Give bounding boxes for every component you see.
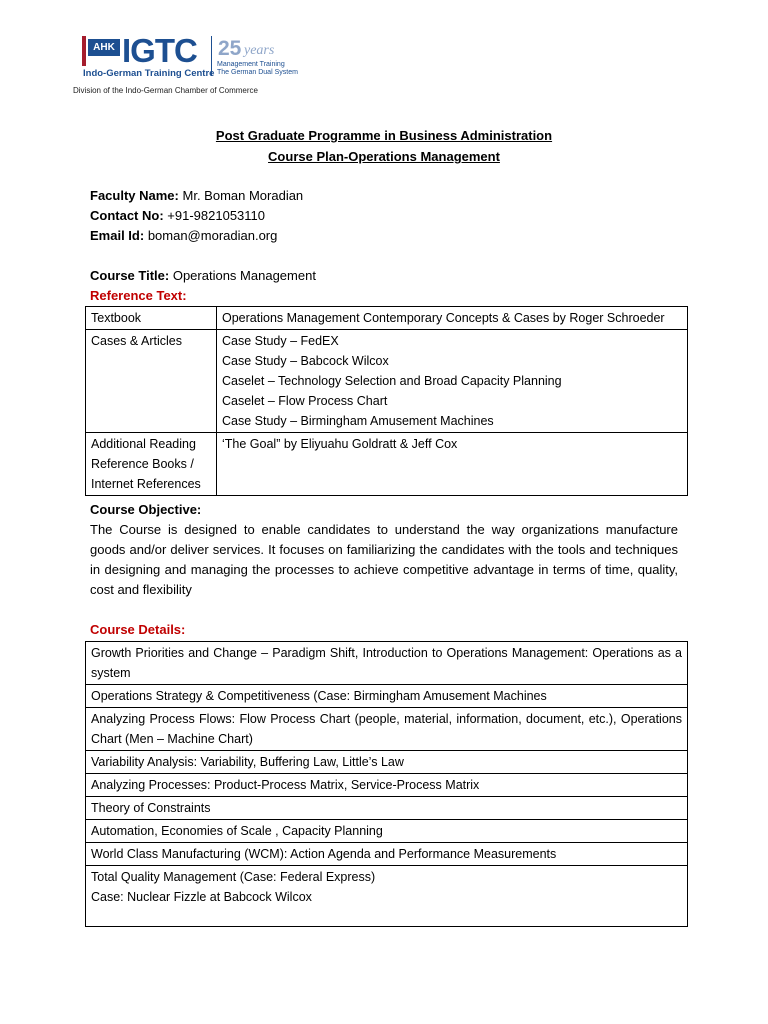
table-row xyxy=(86,642,688,685)
reference-table xyxy=(85,306,688,496)
logo-tagline-1: Management Training xyxy=(217,61,285,68)
detail-row-line: Case: Nuclear Fizzle at Babcock Wilcox xyxy=(91,890,312,904)
detail-row-line: Total Quality Management (Case: Federal Express) xyxy=(91,870,376,884)
email-id xyxy=(90,228,277,243)
additional-label-line: Additional Reading xyxy=(91,437,196,451)
course-title xyxy=(90,268,316,283)
logo-25: 25 xyxy=(218,37,242,60)
case-item: Case Study – Birmingham Amusement Machines xyxy=(222,414,494,428)
course-objective-text: The Course is designed to enable candidates to understand the way organizations manufacture goods and/or deliver services. It focuses on familiarizing the candidates with the tools and techniques in designing and managing the processes to achieve competitive advantage in terms of time, quality, cost and flexibility xyxy=(90,522,678,597)
additional-reading-label xyxy=(86,433,217,496)
logo-years: years xyxy=(244,43,275,58)
detail-row: Theory of Constraints xyxy=(86,797,688,820)
programme-title: Post Graduate Programme in Business Administration xyxy=(215,128,553,143)
case-item: Caselet – Technology Selection and Broad Capacity Planning xyxy=(222,374,562,388)
course-details-table xyxy=(85,641,688,927)
contact-label: Contact No: xyxy=(90,208,164,223)
table-row xyxy=(86,685,688,708)
case-item: Case Study – FedEX xyxy=(222,334,339,348)
logo-igtc: IGTC xyxy=(122,32,197,69)
faculty-name-value: Mr. Boman Moradian xyxy=(182,188,304,203)
detail-row-last xyxy=(86,866,688,927)
detail-row: Analyzing Process Flows: Flow Process Chart (people, material, information, document, etc.), Operations Chart (Men – Machine Chart) xyxy=(86,708,688,751)
table-row xyxy=(86,866,688,927)
contact-number xyxy=(90,208,265,223)
cases-list xyxy=(217,330,688,433)
contact-value: +91-9821053110 xyxy=(167,208,266,223)
table-row xyxy=(86,751,688,774)
detail-row: Variability Analysis: Variability, Buffering Law, Little’s Law xyxy=(86,751,688,774)
email-value: boman@moradian.org xyxy=(147,228,278,243)
case-item: Caselet – Flow Process Chart xyxy=(222,394,388,408)
table-row xyxy=(86,843,688,866)
logo-ahk: AHK xyxy=(88,39,120,56)
course-plan-title: Course Plan-Operations Management xyxy=(268,149,500,164)
detail-row: World Class Manufacturing (WCM): Action Agenda and Performance Measurements xyxy=(86,843,688,866)
detail-row: Analyzing Processes: Product-Process Matrix, Service-Process Matrix xyxy=(86,774,688,797)
igtc-logo xyxy=(73,32,298,98)
course-objective-heading: Course Objective: xyxy=(90,502,202,517)
logo-division: Division of the Indo-German Chamber of Commerce xyxy=(73,86,258,95)
table-row xyxy=(86,774,688,797)
logo-tagline-2: The German Dual System xyxy=(217,69,298,76)
table-row xyxy=(86,330,688,433)
email-label: Email Id: xyxy=(90,228,145,243)
detail-row: Operations Strategy & Competitiveness (Case: Birmingham Amusement Machines xyxy=(86,685,688,708)
reference-text-heading: Reference Text: xyxy=(90,288,187,303)
course-title-value: Operations Management xyxy=(172,268,316,283)
detail-row: Growth Priorities and Change – Paradigm Shift, Introduction to Operations Management: Operations as a system xyxy=(86,642,688,685)
table-row xyxy=(86,820,688,843)
course-title-label: Course Title: xyxy=(90,268,170,283)
cases-label: Cases & Articles xyxy=(86,330,217,433)
additional-reading-value: ‘The Goal” by Eliyuahu Goldratt & Jeff Cox xyxy=(217,433,688,496)
table-row xyxy=(86,797,688,820)
textbook-label: Textbook xyxy=(86,307,217,330)
table-row xyxy=(86,433,688,496)
detail-row: Automation, Economies of Scale , Capacity Planning xyxy=(86,820,688,843)
case-item: Case Study – Babcock Wilcox xyxy=(222,354,389,368)
faculty-name-label: Faculty Name: xyxy=(90,188,179,203)
additional-label-line: Internet References xyxy=(91,477,201,491)
table-row xyxy=(86,708,688,751)
table-row xyxy=(86,307,688,330)
additional-label-line: Reference Books / xyxy=(91,457,194,471)
textbook-value: Operations Management Contemporary Concepts & Cases by Roger Schroeder xyxy=(217,307,688,330)
logo-centre-name: Indo-German Training Centre xyxy=(83,68,215,79)
course-details-heading: Course Details: xyxy=(90,622,186,637)
logo-stripe xyxy=(82,36,86,66)
faculty-name xyxy=(90,188,303,203)
